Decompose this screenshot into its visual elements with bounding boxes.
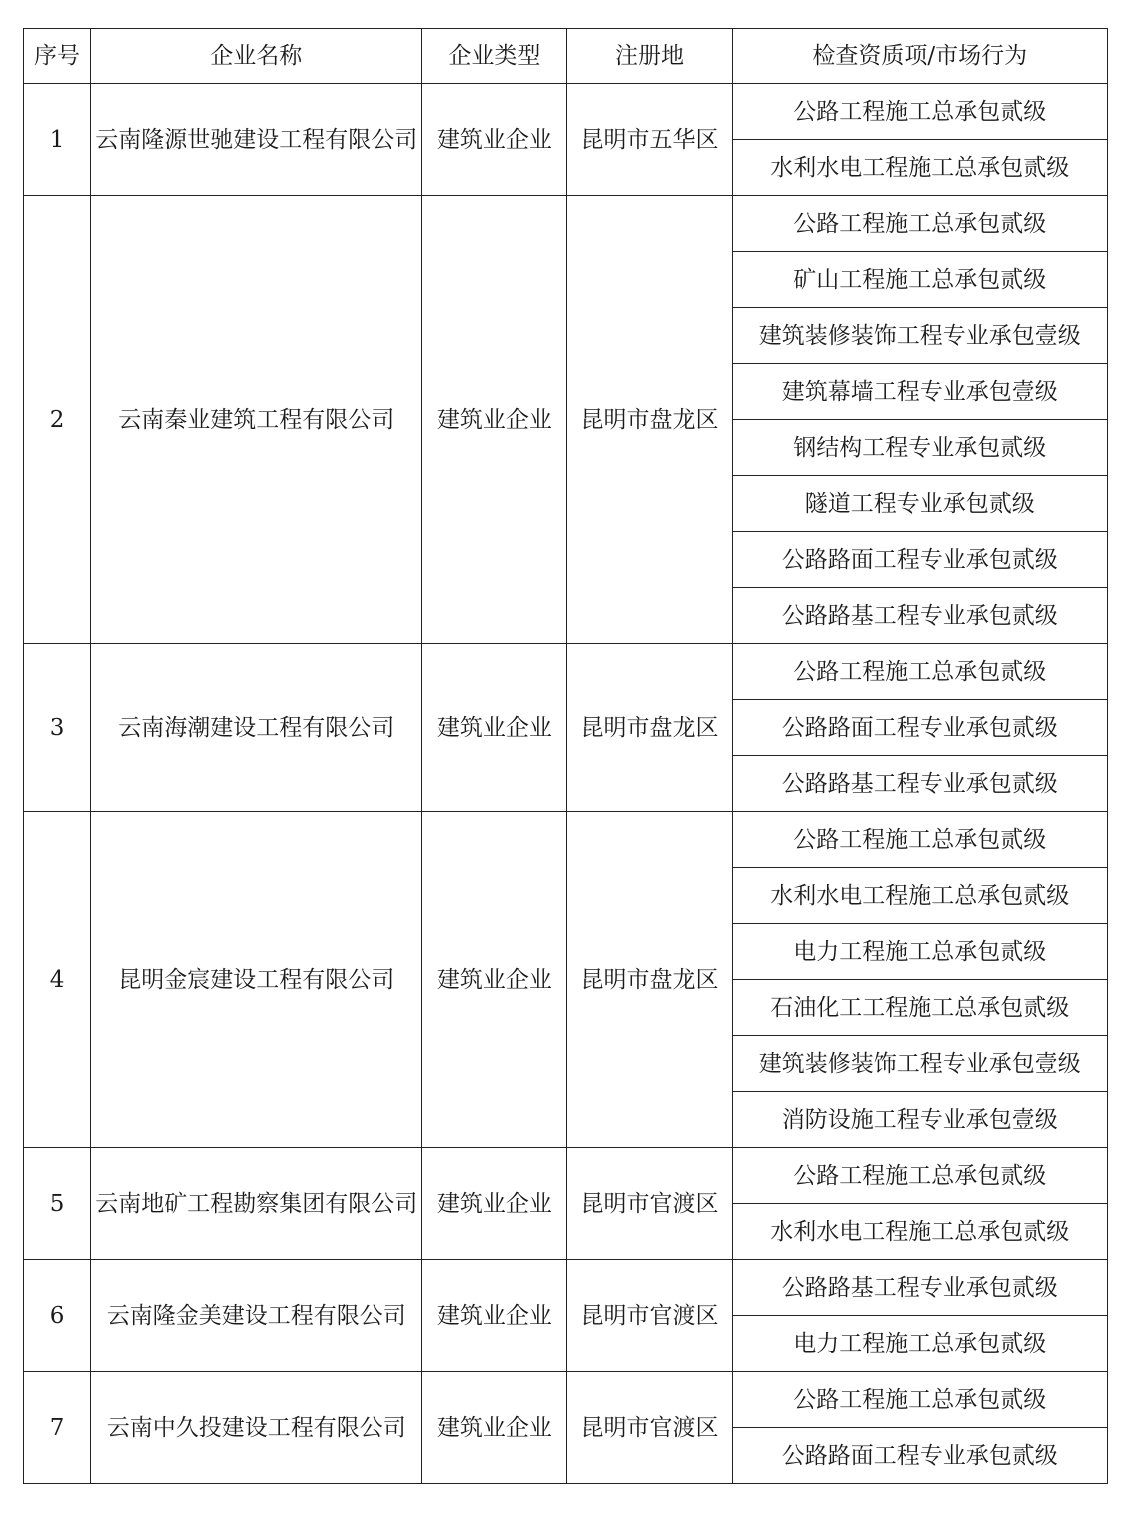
- company-type: 建筑业企业: [422, 84, 567, 196]
- company-name: 昆明金宸建设工程有限公司: [91, 812, 422, 1148]
- qualification-item: 公路路基工程专业承包贰级: [732, 588, 1107, 644]
- table-row: [24, 196, 1108, 252]
- qualification-item: 公路路面工程专业承包贰级: [732, 1428, 1107, 1484]
- qualification-item: 建筑装修装饰工程专业承包壹级: [732, 1036, 1107, 1092]
- table-row: [24, 1148, 1108, 1204]
- qualification-item: 电力工程施工总承包贰级: [732, 1316, 1107, 1372]
- qualification-item: 矿山工程施工总承包贰级: [732, 252, 1107, 308]
- qualification-item: 公路路基工程专业承包贰级: [732, 1260, 1107, 1316]
- qualification-item: 隧道工程专业承包贰级: [732, 476, 1107, 532]
- qualification-item: 公路工程施工总承包贰级: [732, 644, 1107, 700]
- row-number: 7: [24, 1372, 91, 1484]
- qualification-item: 公路工程施工总承包贰级: [732, 196, 1107, 252]
- qualification-item: 水利水电工程施工总承包贰级: [732, 1204, 1107, 1260]
- company-type: 建筑业企业: [422, 196, 567, 644]
- company-type: 建筑业企业: [422, 644, 567, 812]
- row-number: 2: [24, 196, 91, 644]
- table-row: [24, 812, 1108, 868]
- qualification-item: 建筑装修装饰工程专业承包壹级: [732, 308, 1107, 364]
- company-type: 建筑业企业: [422, 1372, 567, 1484]
- company-name: 云南地矿工程勘察集团有限公司: [91, 1148, 422, 1260]
- qualification-item: 水利水电工程施工总承包贰级: [732, 868, 1107, 924]
- table-body: [24, 84, 1108, 1484]
- qualification-item: 公路工程施工总承包贰级: [732, 1148, 1107, 1204]
- qualification-item: 建筑幕墙工程专业承包壹级: [732, 364, 1107, 420]
- registered-place: 昆明市官渡区: [567, 1148, 732, 1260]
- header-row: [24, 29, 1108, 84]
- qualification-item: 公路工程施工总承包贰级: [732, 1372, 1107, 1428]
- company-name: 云南中久投建设工程有限公司: [91, 1372, 422, 1484]
- company-type: 建筑业企业: [422, 812, 567, 1148]
- qualification-item: 石油化工工程施工总承包贰级: [732, 980, 1107, 1036]
- row-number: 5: [24, 1148, 91, 1260]
- header-company-type: 企业类型: [422, 29, 567, 84]
- registered-place: 昆明市盘龙区: [567, 196, 732, 644]
- qualification-item: 公路工程施工总承包贰级: [732, 812, 1107, 868]
- registered-place: 昆明市五华区: [567, 84, 732, 196]
- qualification-item: 公路路基工程专业承包贰级: [732, 756, 1107, 812]
- table-row: [24, 644, 1108, 700]
- qualification-item: 电力工程施工总承包贰级: [732, 924, 1107, 980]
- registered-place: 昆明市盘龙区: [567, 644, 732, 812]
- company-type: 建筑业企业: [422, 1148, 567, 1260]
- registered-place: 昆明市官渡区: [567, 1260, 732, 1372]
- qualification-item: 公路工程施工总承包贰级: [732, 84, 1107, 140]
- inspection-table: [23, 28, 1108, 1484]
- company-name: 云南隆金美建设工程有限公司: [91, 1260, 422, 1372]
- qualification-item: 水利水电工程施工总承包贰级: [732, 140, 1107, 196]
- qualification-item: 消防设施工程专业承包壹级: [732, 1092, 1107, 1148]
- row-number: 1: [24, 84, 91, 196]
- company-name: 云南秦业建筑工程有限公司: [91, 196, 422, 644]
- table-row: [24, 1260, 1108, 1316]
- qualification-item: 公路路面工程专业承包贰级: [732, 700, 1107, 756]
- registered-place: 昆明市官渡区: [567, 1372, 732, 1484]
- qualification-item: 公路路面工程专业承包贰级: [732, 532, 1107, 588]
- row-number: 3: [24, 644, 91, 812]
- company-name: 云南海潮建设工程有限公司: [91, 644, 422, 812]
- row-number: 6: [24, 1260, 91, 1372]
- qualification-item: 钢结构工程专业承包贰级: [732, 420, 1107, 476]
- header-company-name: 企业名称: [91, 29, 422, 84]
- header-no: 序号: [24, 29, 91, 84]
- registered-place: 昆明市盘龙区: [567, 812, 732, 1148]
- header-qualification: 检查资质项/市场行为: [732, 29, 1107, 84]
- table-row: [24, 1372, 1108, 1428]
- company-type: 建筑业企业: [422, 1260, 567, 1372]
- row-number: 4: [24, 812, 91, 1148]
- table-row: [24, 84, 1108, 140]
- header-registered-place: 注册地: [567, 29, 732, 84]
- company-name: 云南隆源世驰建设工程有限公司: [91, 84, 422, 196]
